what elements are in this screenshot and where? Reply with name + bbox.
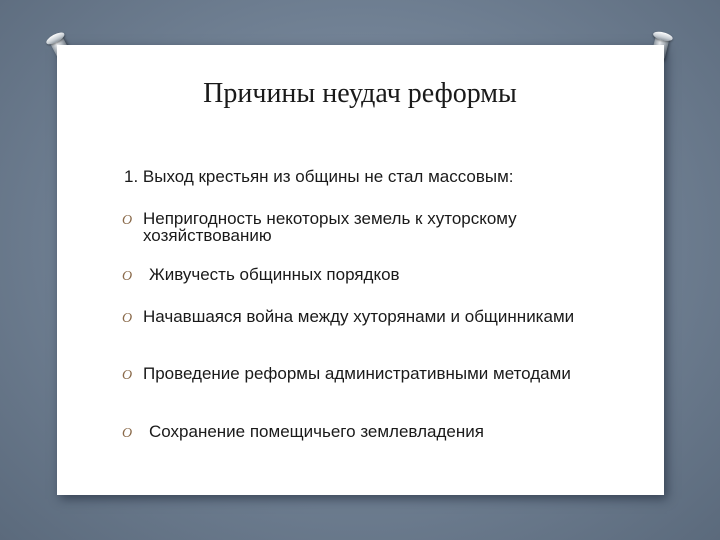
bullet-icon: O (122, 311, 133, 326)
bullet-icon: O (122, 426, 133, 441)
slide-title: Причины неудач реформы (203, 78, 517, 109)
list-item-text: Проведение реформы административными методами (143, 364, 571, 383)
list-item-text: Непригодность некоторых земель к хуторскому хозяйствованию (143, 209, 517, 245)
bullet-icon: O (122, 269, 133, 284)
bullet-icon: O (122, 213, 133, 228)
list-item-text: Живучесть общинных порядков (149, 265, 400, 284)
list-item (122, 308, 592, 325)
intro-text: 1. Выход крестьян из общины не стал массовым: (124, 167, 514, 186)
list-item-text: Сохранение помещичьего землевладения (149, 422, 484, 441)
list-item-text: Начавшаяся война между хуторянами и общинниками (143, 307, 575, 326)
list-item (122, 365, 592, 382)
list-item (122, 266, 592, 283)
list-item (122, 210, 592, 244)
list-item (122, 423, 592, 440)
bullet-icon: O (122, 368, 133, 383)
